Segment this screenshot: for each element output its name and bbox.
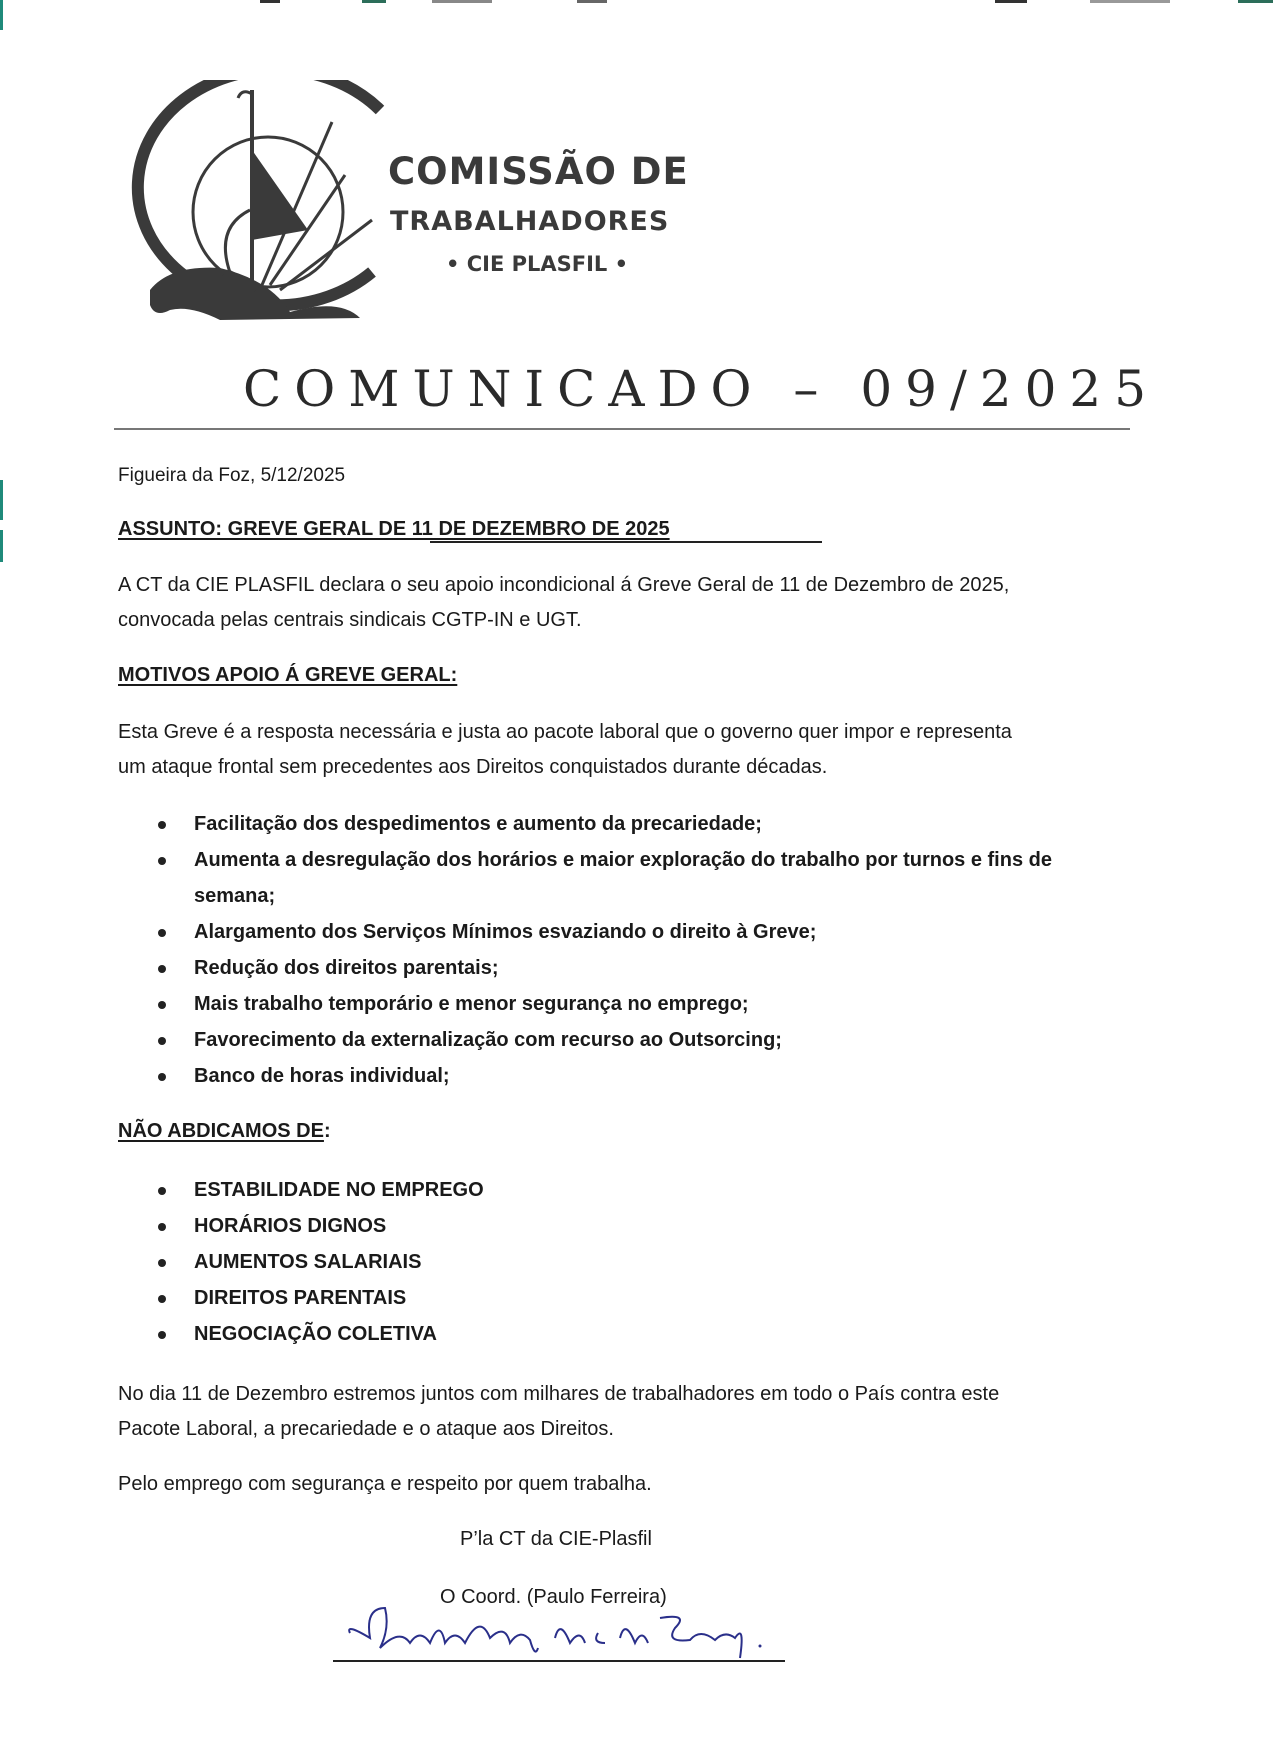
list-item: Redução dos direitos parentais; xyxy=(150,950,1052,986)
list-item: Aumenta a desregulação dos horários e maior exploração do trabalho por turnos e fins de xyxy=(150,842,1052,878)
organization-logo-icon xyxy=(110,80,410,325)
scan-top-mark xyxy=(577,0,607,3)
list-item: DIREITOS PARENTAIS xyxy=(150,1280,484,1316)
list-item: Alargamento dos Serviços Mínimos esvaziando o direito à Greve; xyxy=(150,914,1052,950)
scan-top-mark xyxy=(1238,0,1273,3)
signoff-role: O Coord. (Paulo Ferreira) xyxy=(440,1586,667,1608)
list-item: NEGOCIAÇÃO COLETIVA xyxy=(150,1316,484,1352)
document-title: COMUNICADO – 09/2025 xyxy=(243,360,1160,418)
signoff-organization: P’la CT da CIE-Plasfil xyxy=(460,1528,652,1550)
place-date: Figueira da Foz, 5/12/2025 xyxy=(118,465,346,486)
title-divider xyxy=(114,428,1130,430)
non-negotiable-list xyxy=(150,1172,484,1352)
handwritten-signature-icon xyxy=(330,1588,800,1668)
non-negotiable-heading xyxy=(118,1114,331,1148)
logo-text-line-2: TRABALHADORES xyxy=(390,206,670,237)
logo-text-line-3: • CIE PLASFIL • xyxy=(446,252,629,276)
signature-line xyxy=(333,1660,785,1662)
list-item: Banco de horas individual; xyxy=(150,1058,1052,1094)
motives-paragraph-line-1: Esta Greve é a resposta necessária e justa ao pacote laboral que o governo quer impor e representa xyxy=(118,721,1012,743)
non-negotiable-heading-text: NÃO ABDICAMOS DE xyxy=(118,1120,324,1142)
logo-text-line-1: COMISSÃO DE xyxy=(388,150,689,193)
scan-edge-mark xyxy=(0,0,3,30)
list-item: Favorecimento da externalização com recurso ao Outsorcing; xyxy=(150,1022,1052,1058)
scan-top-mark xyxy=(995,0,1027,3)
list-item: AUMENTOS SALARIAIS xyxy=(150,1244,484,1280)
scan-top-mark xyxy=(1090,0,1170,3)
list-item: ESTABILIDADE NO EMPREGO xyxy=(150,1172,484,1208)
closing-line-1: No dia 11 de Dezembro estremos juntos com milhares de trabalhadores em todo o País contra este xyxy=(118,1383,1000,1405)
motives-heading: MOTIVOS APOIO Á GREVE GERAL: xyxy=(118,664,458,686)
list-item: Mais trabalho temporário e menor segurança no emprego; xyxy=(150,986,1052,1022)
closing-line-2: Pacote Laboral, a precariedade e o ataque aos Direitos. xyxy=(118,1418,614,1440)
intro-line-1: A CT da CIE PLASFIL declara o seu apoio incondicional á Greve Geral de 11 de Dezembro de 2025, xyxy=(118,574,1010,596)
scan-top-mark xyxy=(362,0,386,3)
list-item: Facilitação dos despedimentos e aumento da precariedade; xyxy=(150,806,1052,842)
closing-line-3: Pelo emprego com segurança e respeito por quem trabalha. xyxy=(118,1473,652,1495)
list-item-continuation: semana; xyxy=(194,885,276,907)
subject-heading: ASSUNTO: GREVE GERAL DE 11 DE DEZEMBRO DE 2025 xyxy=(118,518,670,540)
scan-top-mark xyxy=(432,0,492,3)
subject-underline xyxy=(430,541,822,543)
intro-line-2: convocada pelas centrais sindicais CGTP-IN e UGT. xyxy=(118,609,582,631)
heading-colon: : xyxy=(323,1120,331,1142)
scan-top-mark xyxy=(260,0,280,3)
scan-edge-mark xyxy=(0,480,3,520)
scan-edge-mark xyxy=(0,530,3,562)
motives-list xyxy=(150,806,1052,1094)
list-item: HORÁRIOS DIGNOS xyxy=(150,1208,484,1244)
motives-paragraph-line-2: um ataque frontal sem precedentes aos Direitos conquistados durante décadas. xyxy=(118,756,828,778)
